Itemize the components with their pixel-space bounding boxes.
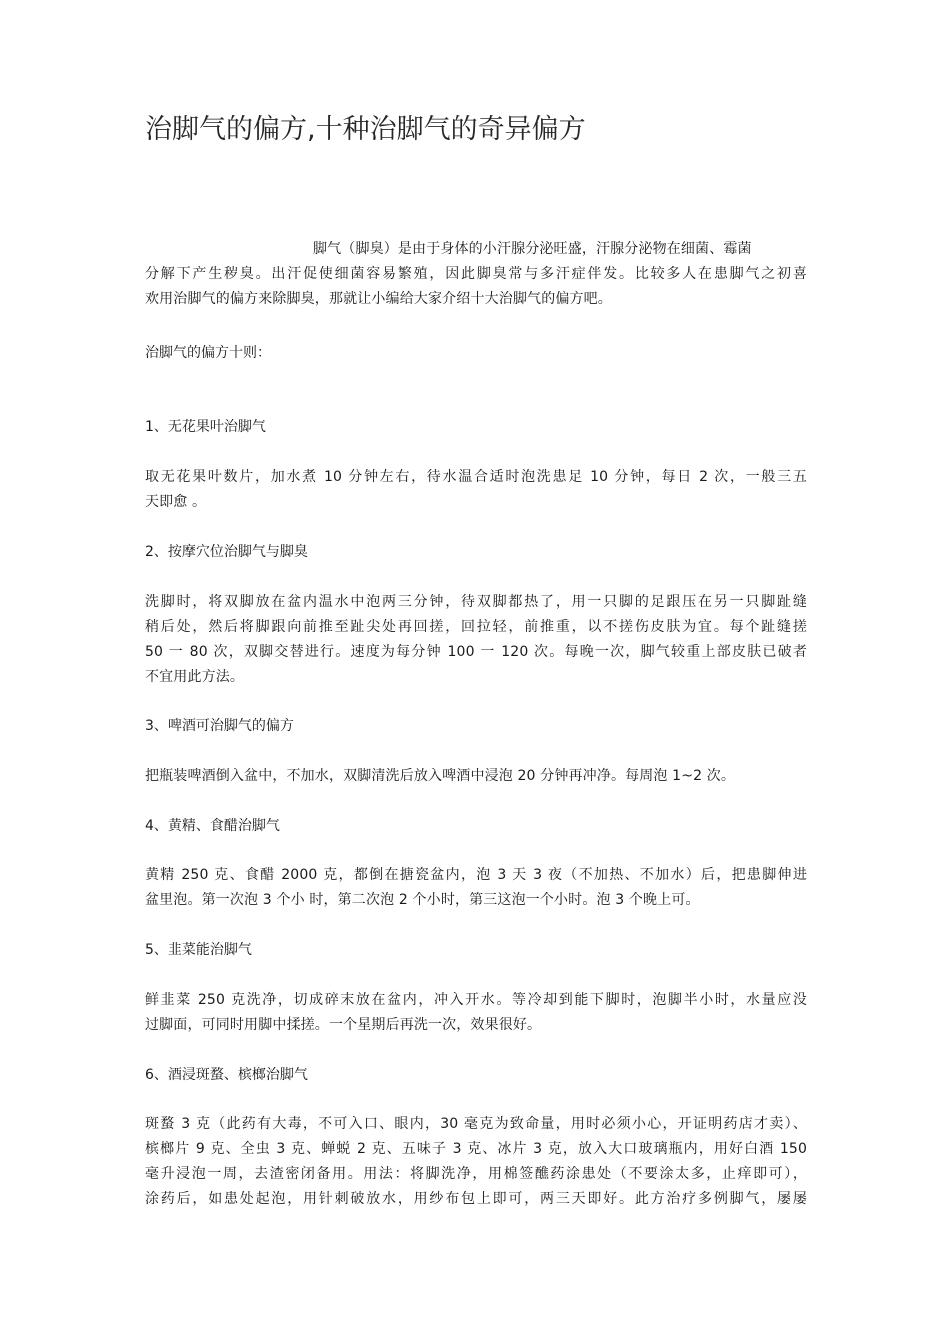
remedy-heading: 1、无花果叶治脚气 [145,419,266,435]
remedy-body [145,764,807,789]
remedy-line: 不宜用此方法。 [145,669,245,685]
remedy-line: 天即愈 。 [145,494,207,510]
remedy-line: 斑蝥 3 克（此药有大毒，不可入口、眼内，30 毫克为致命量，用时必须小心，开证明药店才卖）、 [145,1116,807,1132]
remedy-heading: 2、按摩穴位治脚气与脚臭 [145,544,308,560]
remedy-line: 过脚面，可同时用脚中揉搓。一个星期后再洗一次，效果很好。 [145,1017,542,1033]
remedy-line: 50 一 80 次，双脚交替进行。速度为每分钟 100 一 120 次。每晚一次，脚气较重上部皮肤已破者 [145,644,807,660]
remedy-line: 取无花果叶数片，加水煮 10 分钟左右，待水温合适时泡洗患足 10 分钟，每日 2 次，一般三五 [145,469,807,485]
page-title: 治脚气的偏方,十种治脚气的奇异偏方 [145,114,586,145]
intro-line: 脚气（脚臭）是由于身体的小汗腺分泌旺盛，汗腺分泌物在细菌、霉菌 [313,241,752,257]
intro-line: 欢用治脚气的偏方来除脚臭，那就让小编给大家介绍十大治脚气的偏方吧。 [145,291,612,307]
remedy-line: 槟榔片 9 克、全虫 3 克、蝉蜕 2 克、五味子 3 克、冰片 3 克，放入大口玻璃瓶内，用好白酒 150 [145,1141,807,1157]
intro-paragraph [145,237,807,312]
remedy-body [145,863,807,913]
intro-line: 分解下产生秽臭。出汗促使细菌容易繁殖，因此脚臭常与多汗症伴发。比较多人在患脚气之初喜 [145,266,807,282]
remedy-line: 把瓶装啤酒倒入盆中，不加水，双脚清洗后放入啤酒中浸泡 20 分钟再冲净。每周泡 1~2 次。 [145,768,736,784]
remedy-line: 涂药后，如患处起泡，用针刺破放水，用纱布包上即可，两三天即好。此方治疗多例脚气，屡屡 [145,1191,807,1207]
remedy-line: 鲜韭菜 250 克洗净，切成碎末放在盆内，冲入开水。等冷却到能下脚时，泡脚半小时，水量应没 [145,992,807,1008]
remedy-line: 盆里泡。第一次泡 3 个小 时，第二次泡 2 个小时，第三这泡一个小时。泡 3 个晚上可。 [145,892,700,908]
list-heading: 治脚气的偏方十则： [145,345,271,361]
remedy-line: 黄精 250 克、食醋 2000 克，都倒在搪瓷盆内，泡 3 天 3 夜（不加热、不加水）后，把患脚伸进 [145,867,807,883]
remedy-line: 毫升浸泡一周，去渣密闭备用。用法：将脚洗净，用棉签醮药涂患处（不要涂太多，止痒即可）， [145,1166,807,1182]
remedy-line: 洗脚时，将双脚放在盆内温水中泡两三分钟，待双脚都热了，用一只脚的足跟压在另一只脚趾缝 [145,594,807,610]
remedy-body [145,988,807,1038]
remedy-heading: 6、酒浸斑蝥、槟榔治脚气 [145,1067,308,1083]
remedy-heading: 4、黄精、食醋治脚气 [145,818,280,834]
remedy-heading: 5、韭菜能治脚气 [145,942,252,958]
remedy-body [145,465,807,515]
remedy-body [145,590,807,690]
remedy-line: 稍后处，然后将脚跟向前推至趾尖处再回搓，回拉轻，前推重，以不搓伤皮肤为宜。每个趾缝搓 [145,619,807,635]
remedy-heading: 3、啤酒可治脚气的偏方 [145,718,294,734]
remedy-body [145,1112,807,1212]
